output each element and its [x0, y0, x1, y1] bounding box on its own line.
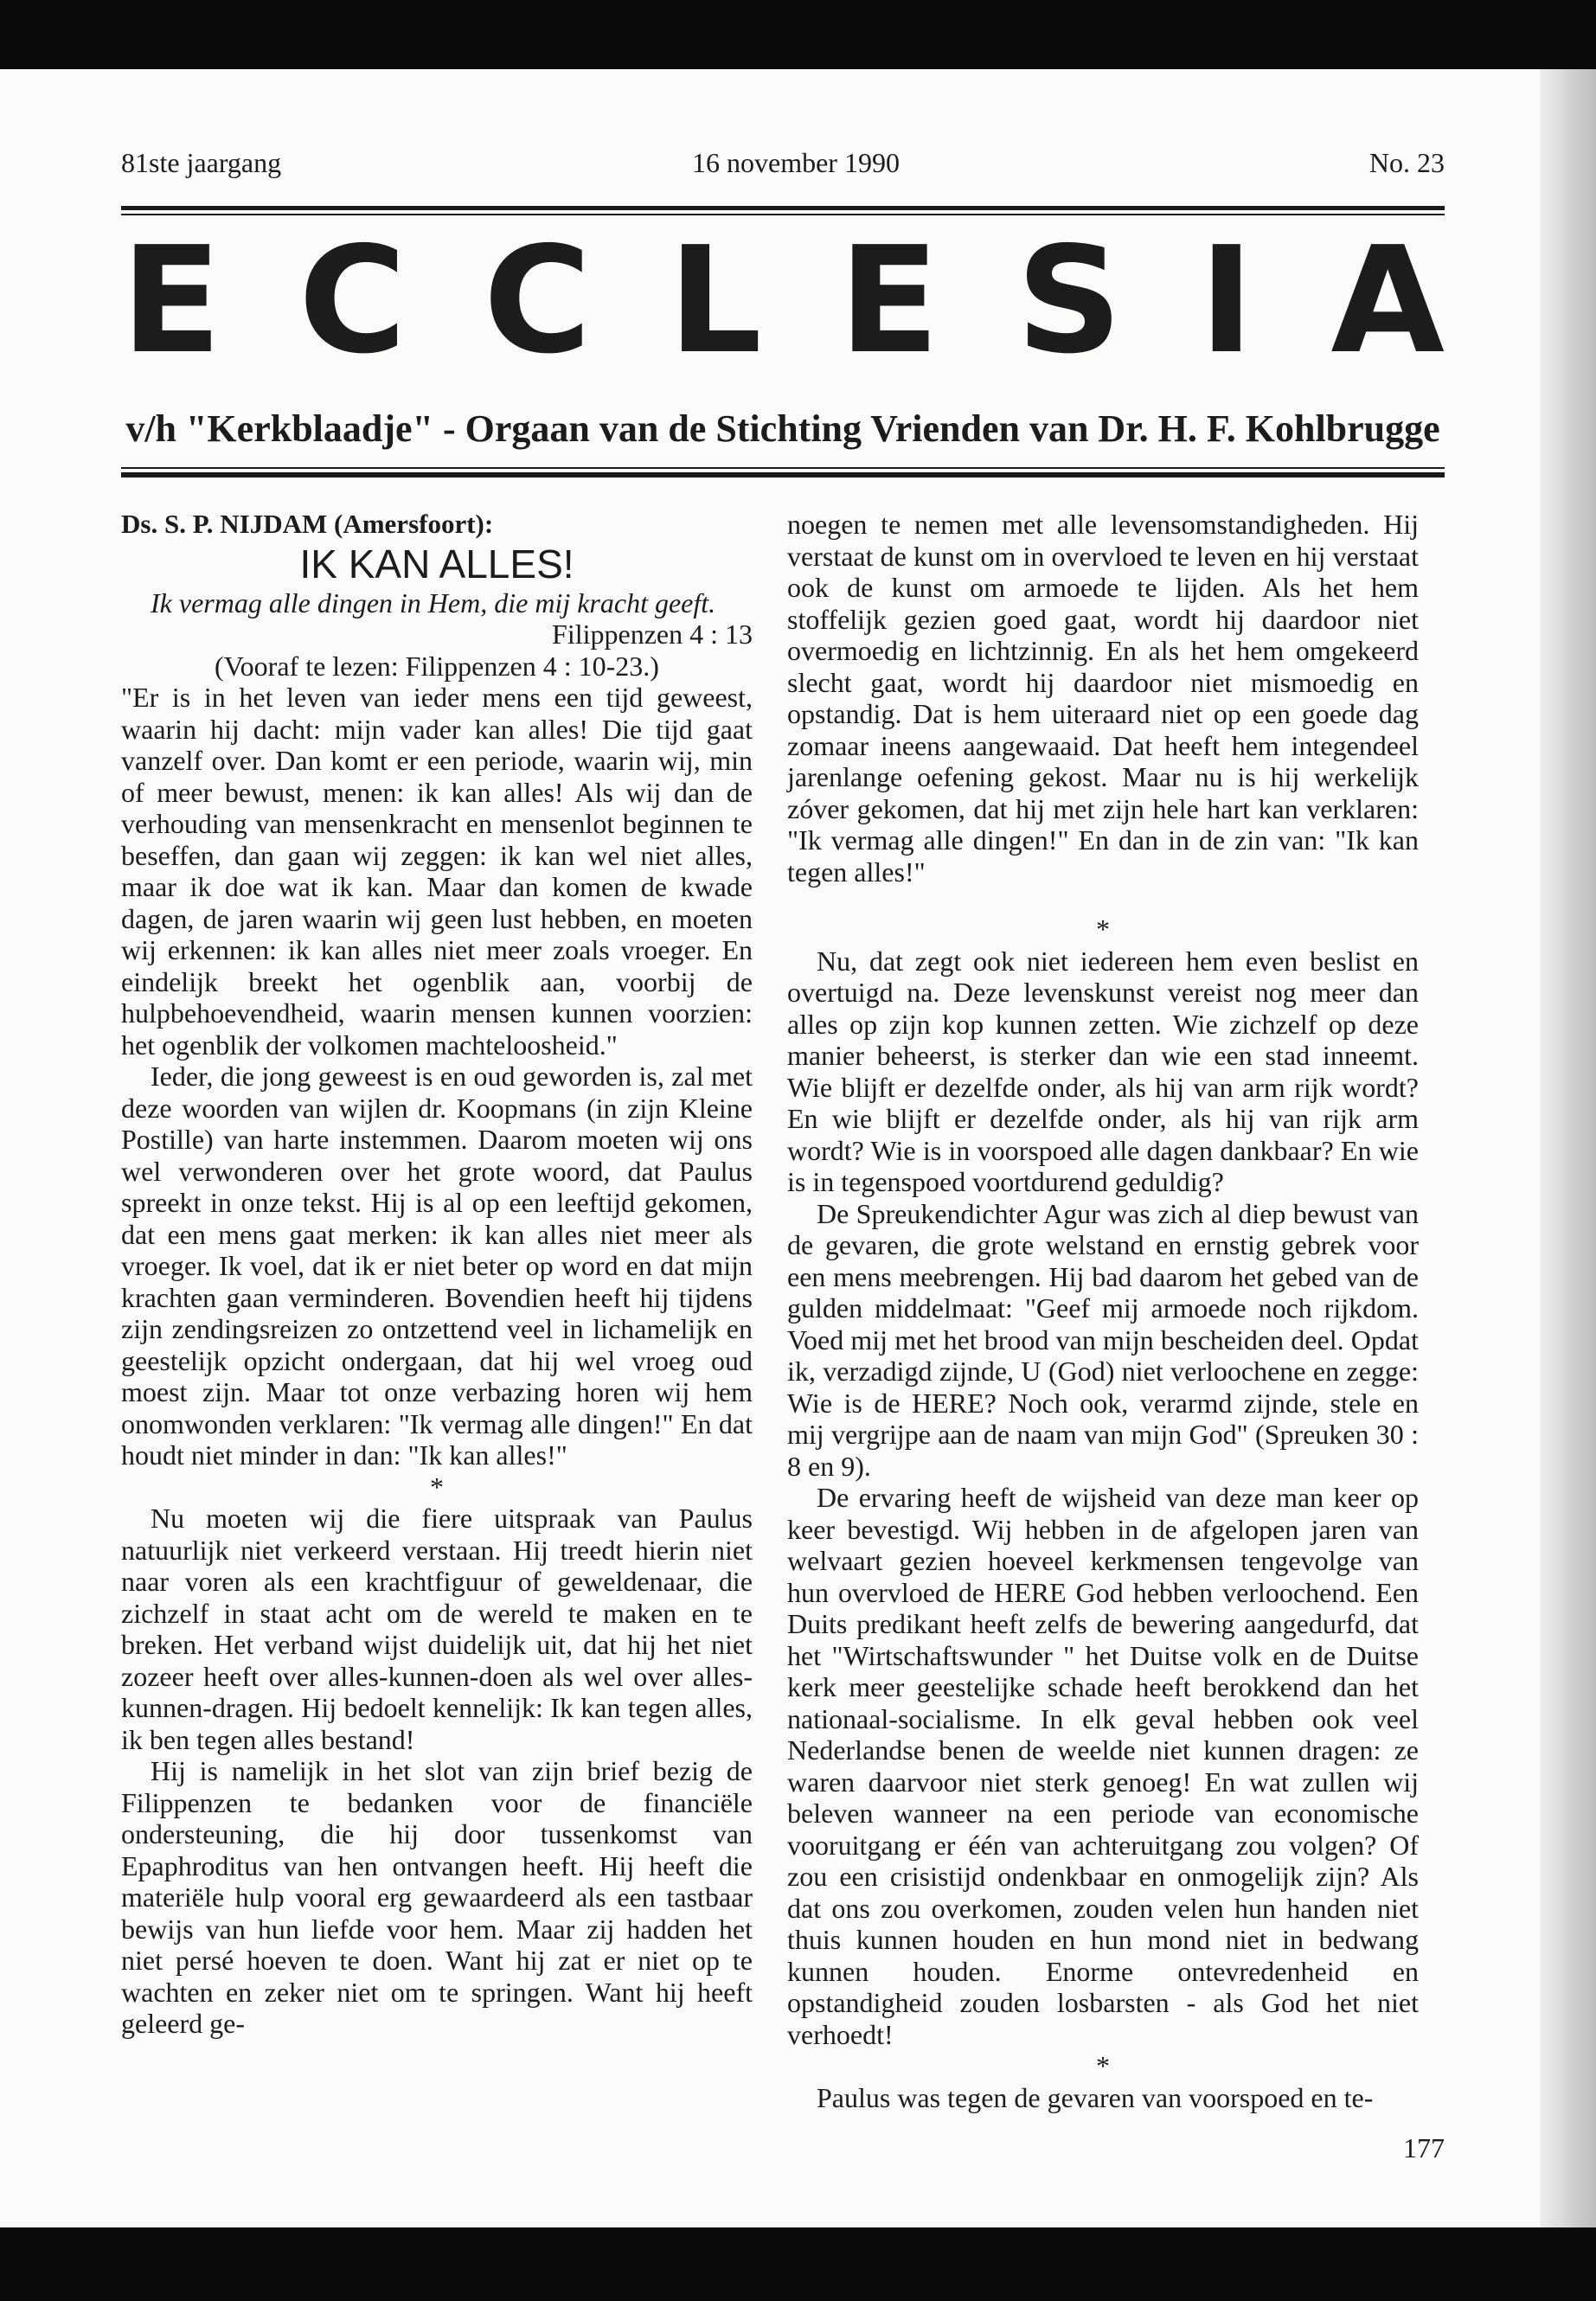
article-motto: Ik vermag alle dingen in Hem, die mij kracht geeft. [151, 586, 716, 619]
masthead-rule-bottom [121, 472, 1445, 478]
article-paragraph: Hij is namelijk in het slot van zijn brief bezig de Filippenzen te bedanken voor de financiële ondersteuning, die hij door tussenkomst van Epaphroditus van hen ontvangen heeft. Hij heeft die materiële hulp vooral erg gewaardeerd als een tastbaar bewijs van hun liefde voor hem. Maar zij hadden het niet persé hoeven te doen. Want hij zat er niet op te wachten en zeker niet om te springen. Want hij heeft geleerd ge- [121, 1755, 753, 2039]
article-paragraph: De ervaring heeft de wijsheid van deze man keer op keer bevestigd. Wij hebben in de afgelopen jaren van welvaart gezien hoeveel kerkmensen tengevolge van hun overvloed de HERE God hebben verloochend. Een Duits predikant heeft zelfs de bewering aangedurfd, dat het "Wirtschaftswunder " het Duitse volk en de Duitse kerk meer geestelijke schade heeft berokkend dan het nationaal-socialisme. In elk geval hebben ook veel Nederlandse benen de weelde niet kunnen dragen: ze waren daarvoor niet sterk genoeg! En wat zullen wij beleven wanneer na een periode van economische vooruitgang er één van achteruitgang zou volgen? Of zou een crisistijd ondenkbaar en onmogelijk zijn? Als dat ons zou overkomen, zouden velen hun handen niet thuis kunnen houden en hun mond niet in bedwang kunnen houden. Enorme ontevredenheid en opstandigheid zouden losbarsten - als God het niet verhoedt! [787, 1482, 1419, 2050]
page-number: 177 [1403, 2132, 1445, 2163]
article-title: IK KAN ALLES! [299, 541, 574, 586]
issue-date: 16 november 1990 [692, 147, 900, 178]
section-separator: * [1096, 2050, 1110, 2081]
article-column-left [121, 509, 753, 2040]
article-paragraph: Nu moeten wij die fiere uitspraak van Paulus natuurlijk niet verkeerd verstaan. Hij treedt hierin niet naar voren als een krachtfiguur of geweldenaar, die zichzelf in staat acht om de wereld te maken en te breken. Het verband wijst duidelijk uit, dat hij het niet zozeer heeft over alles-kunnen-doen als wel over alles-kunnen-dragen. Hij bedoelt kennelijk: Ik kan tegen alles, ik ben tegen alles bestand! [121, 1503, 753, 1755]
title-letter: A [1330, 215, 1445, 387]
motto-reference: Filippenzen 4 : 13 [552, 619, 753, 650]
page-edge [1540, 69, 1596, 2227]
article-paragraph: Ieder, die jong geweest is en oud geworden is, zal met deze woorden van wijlen dr. Koopmans (in zijn Kleine Postille) van harte instemmen. Daarom moeten wij ons wel verwonderen over het grote woord, dat Paulus spreekt in onze tekst. Hij is al op een leeftijd gekomen, dat een mens gaat merken: ik kan alles niet meer als vroeger. Ik voel, dat ik er niet beter op word en dat mijn krachten gaan verminderen. Bovendien heeft hij tijdens zijn zendingsreizen zo ontzettend veel in lichamelijk en geestelijk opzicht ondergaan, dat hij wel vroeg oud moest zijn. Maar tot onze verbazing horen wij hem onomwonden verklaren: "Ik vermag alle dingen!" En dat houdt niet minder in dan: "Ik kan alles!" [121, 1061, 753, 1471]
article-paragraph: Nu, dat zegt ook niet iedereen hem even beslist en overtuigd na. Deze levenskunst vereist nog meer dan alles op zijn kop kunnen zetten. Wie zichzelf op deze manier beheerst, is sterker dan wie een stad inneemt. Wie blijft er dezelfde onder, als hij van arm rijk wordt? En wie blijft er dezelfde onder, als hij van rijk arm wordt? Wie is in voorspoed alle dagen dankbaar? En wie is in tegenspoed voortdurend geduldig? [787, 945, 1419, 1197]
article-column-right [787, 509, 1419, 2113]
article-paragraph: De Spreukendichter Agur was zich al diep bewust van de gevaren, die grote welstand en ernstig gebrek voor een mens meebrengen. Hij bad daarom het gebed van de gulden middelmaat: "Geef mij armoede noch rijkdom. Voed mij met het brood van mijn bescheiden deel. Opdat ik, verzadigd zijnde, U (God) niet verloochene en zegge: Wie is de HERE? Noch ook, verarmd zijnde, stele en mij vergrijpe aan de naam van mijn God" (Spreuken 30 : 8 en 9). [787, 1197, 1419, 1482]
volume-label: 81ste jaargang [121, 147, 282, 178]
reading-note: (Vooraf te lezen: Filippenzen 4 : 10-23.) [215, 650, 659, 682]
title-letter: E [121, 215, 222, 387]
title-letter: C [298, 215, 407, 387]
section-separator: * [430, 1471, 444, 1503]
article-paragraph: noegen te nemen met alle levensomstandigheden. Hij verstaat de kunst om in overvloed te leven en hij verstaat ook de kunst om armoede te lijden. Als het hem stoffelijk gezien goed gaat, wordt hij daardoor niet overmoedig en lichtzinnig. En als het hem omgekeerd slecht gaat, wordt hij daardoor niet mismoedig en opstandig. Dat is hem uiteraard niet op een goede dag zomaar ineens aangewaaid. Dat heeft hem integendeel jarenlange oefening gekost. Maar nu is hij werkelijk zóver gekomen, dat hij met zijn hele hart kan verklaren: "Ik vermag alle dingen!" En dan in de zin van: "Ik kan tegen alles!" [787, 509, 1419, 888]
article-paragraph: Paulus was tegen de gevaren van voorspoed en te- [817, 2081, 1374, 2113]
scan-border-bottom [0, 2227, 1596, 2301]
masthead-info [121, 147, 1445, 186]
title-letter: E [838, 215, 939, 387]
title-letter: S [1016, 215, 1123, 387]
title-letter: L [668, 215, 762, 387]
section-separator: * [1096, 913, 1110, 945]
scan-border-top [0, 0, 1596, 69]
masthead-rule-bottom-thin [121, 467, 1445, 469]
article-author: Ds. S. P. NIJDAM (Amersfoort): [121, 509, 494, 539]
masthead-rule-top [121, 206, 1445, 210]
masthead-title [121, 215, 1445, 387]
article-paragraph: "Er is in het leven van ieder mens een tijd geweest, waarin hij dacht: mijn vader kan alles! Die tijd gaat vanzelf over. Dan komt er een periode, waarin wij, min of meer bewust, menen: ik kan alles! Als wij dan de verhouding van mensenkracht en mensenlot beginnen te beseffen, dan gaan wij zeggen: ik kan wel niet alles, maar ik doe wat ik kan. Maar dan komen de kwade dagen, de jaren waarin wij geen lust hebben, en moeten wij erkennen: ik kan alles niet meer zoals vroeger. En eindelijk breekt het ogenblik aan, voorbij de hulpbehoevendheid, waarin mensen kunnen voorzien: het ogenblik der volkomen machteloosheid." [121, 682, 753, 1061]
masthead-subtitle: v/h "Kerkblaadje" - Orgaan van de Stichting Vrienden van Dr. H. F. Kohlbrugge [125, 407, 1440, 450]
title-letter: C [483, 215, 592, 387]
title-letter: I [1199, 215, 1254, 387]
issue-number: No. 23 [1368, 147, 1445, 178]
